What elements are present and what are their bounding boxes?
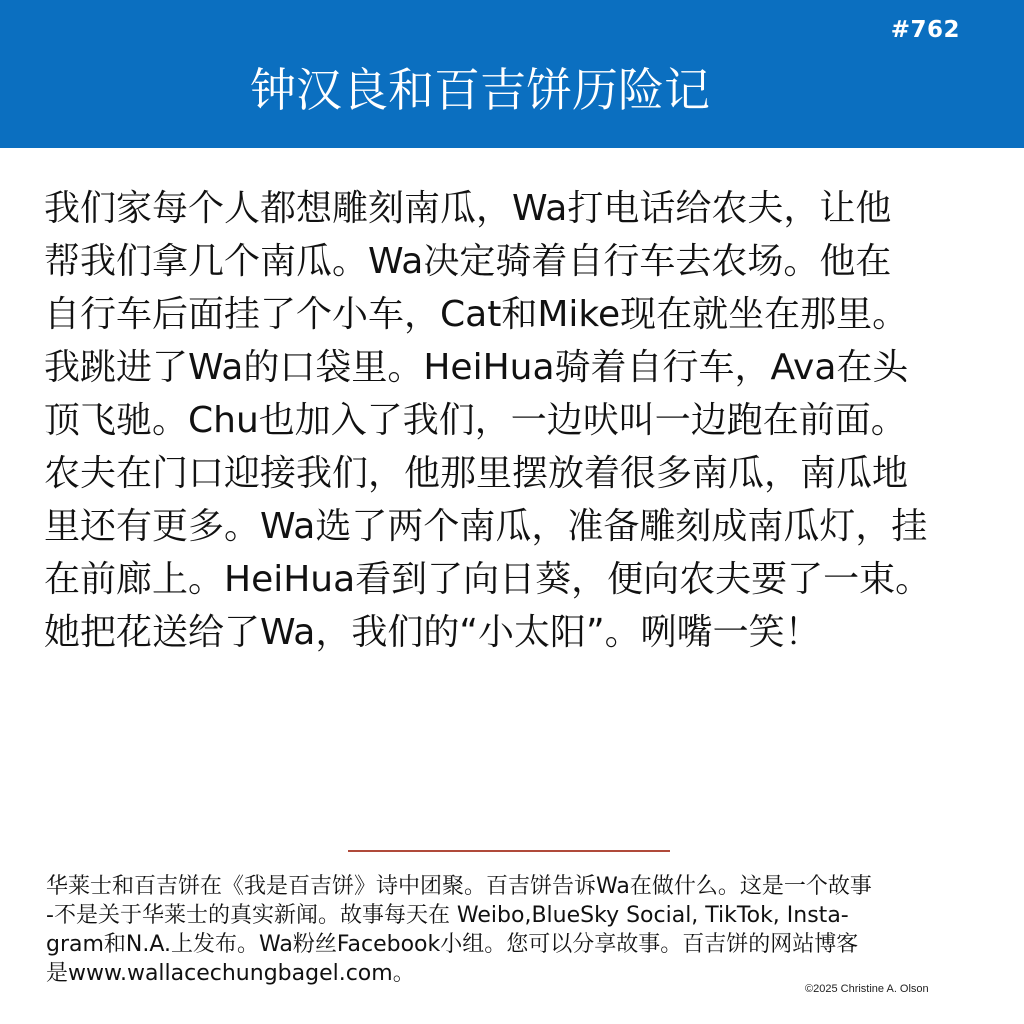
story-line: 顶飞驰。Chu也加入了我们，一边吠叫一边跑在前面。	[44, 400, 907, 441]
story-line: 里还有更多。Wa选了两个南瓜，准备雕刻成南瓜灯，挂	[44, 506, 928, 547]
story-line: 我们家每个人都想雕刻南瓜，Wa打电话给农夫，让他	[44, 188, 892, 229]
page-title: 钟汉良和百吉饼历险记	[250, 63, 710, 117]
divider	[348, 850, 670, 852]
story-text	[44, 182, 984, 659]
footer-line: 是www.wallacechungbagel.com。	[46, 961, 415, 986]
footer-line: gram和N.A.上发布。Wa粉丝Facebook小组。您可以分享故事。百吉饼的网站博客	[46, 932, 859, 957]
story-line: 农夫在门口迎接我们，他那里摆放着很多南瓜，南瓜地	[44, 453, 909, 494]
issue-number: #762	[890, 17, 960, 43]
story-line: 在前廊上。HeiHua看到了向日葵，便向农夫要了一束。	[44, 559, 932, 600]
story-line: 我跳进了Wa的口袋里。HeiHua骑着自行车，Ava在头	[44, 347, 909, 388]
story-line: 自行车后面挂了个小车，Cat和Mike现在就坐在那里。	[44, 294, 909, 335]
story-line: 她把花送给了Wa，我们的“小太阳”。咧嘴一笑！	[44, 612, 821, 653]
story-line: 帮我们拿几个南瓜。Wa决定骑着自行车去农场。他在	[44, 241, 892, 282]
copyright-notice: ©2025 Christine A. Olson	[805, 983, 929, 995]
footer-line: -不是关于华莱士的真实新闻。故事每天在 Weibo,BlueSky Social, TikTok, Insta-	[46, 903, 849, 928]
footer-note	[46, 872, 986, 988]
header-banner	[0, 0, 1024, 148]
footer-line: 华莱士和百吉饼在《我是百吉饼》诗中团聚。百吉饼告诉Wa在做什么。这是一个故事	[46, 874, 872, 899]
